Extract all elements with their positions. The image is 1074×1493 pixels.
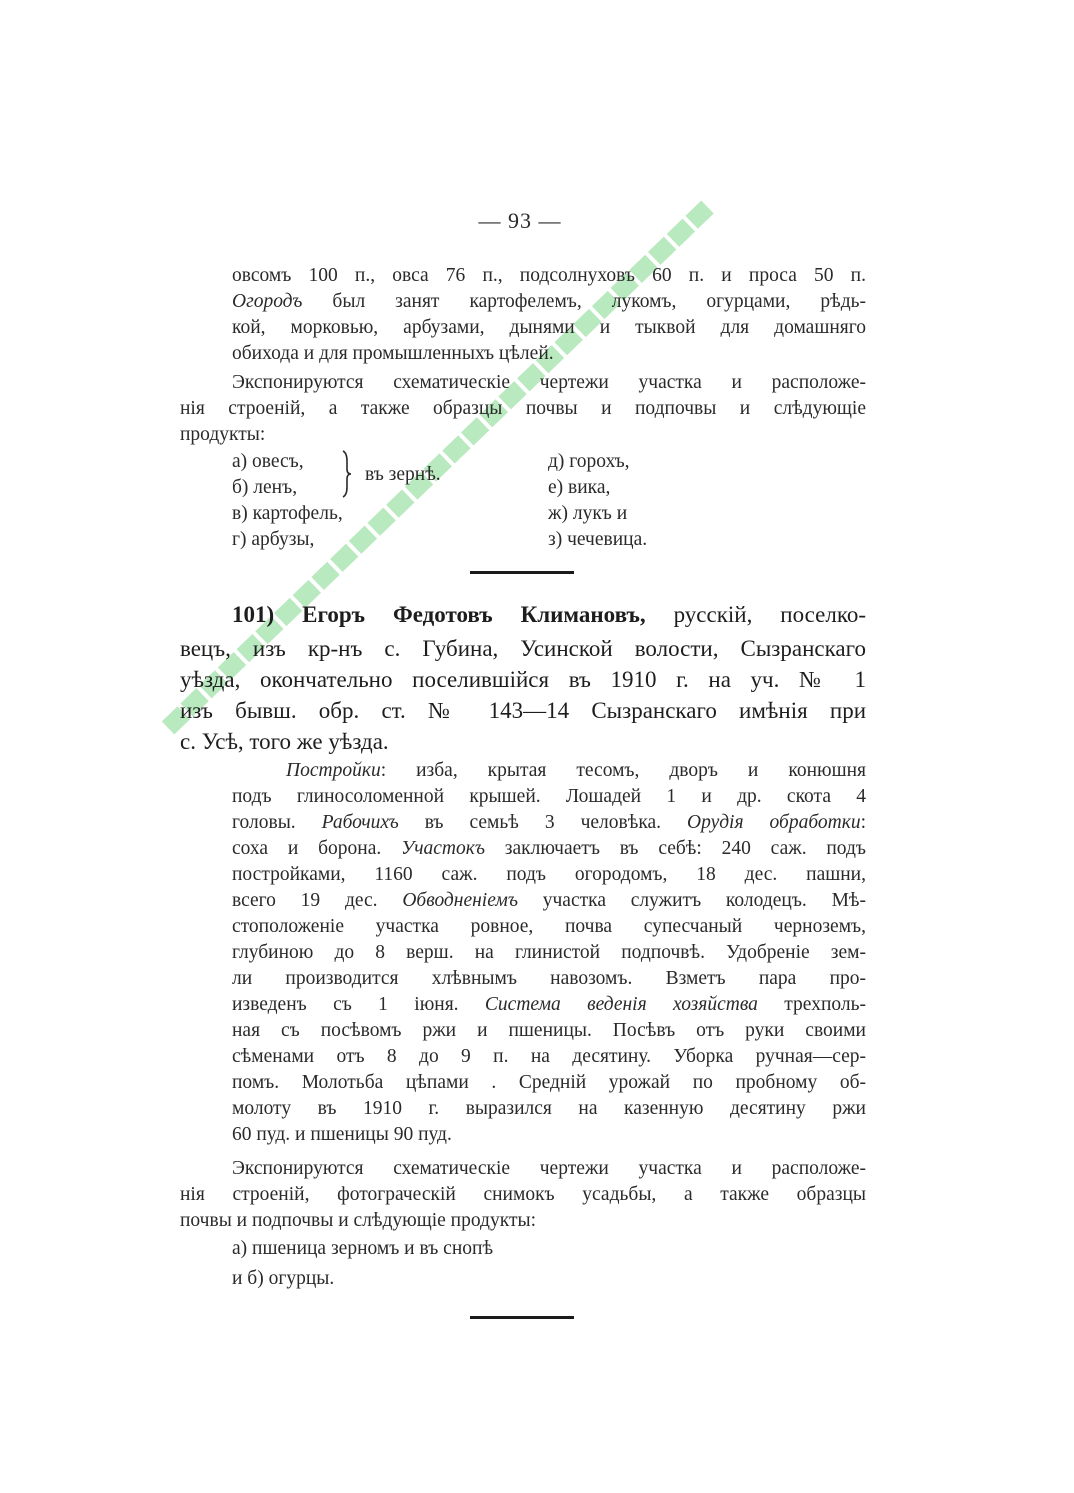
- brace-icon: [339, 449, 353, 499]
- text-line: овсомъ 100 п., овса 76 п., подсолнуховъ 60 п. и проса 50 п.: [232, 265, 866, 286]
- entry-heading-line: уѣзда, окончательно поселившійся въ 1910 г. на уч. № 1: [180, 667, 866, 692]
- entry-heading-line: вецъ, изъ кр-нъ с. Губина, Усинской волости, Сызранскаго: [180, 636, 866, 661]
- entry-heading-line: изъ бывш. обр. ст. № 143—14 Сызранскаго имѣнія при: [180, 698, 866, 723]
- product-item: ж) лукъ и: [548, 503, 628, 524]
- section-divider: [470, 1316, 574, 1319]
- body-line: изведенъ съ 1 іюня. Система веденія хозяйства трехполь-: [232, 994, 866, 1015]
- product-item: а) пшеница зерномъ и въ снопѣ: [232, 1238, 494, 1259]
- body-line: глубиною до 8 верш. на глинистой подпочвѣ. Удобреніе зем-: [232, 942, 866, 963]
- body-line: 60 пуд. и пшеницы 90 пуд.: [232, 1124, 452, 1145]
- body-line: Постройки: изба, крытая тесомъ, дворъ и конюшня: [286, 760, 866, 781]
- body-line: постройками, 1160 саж. подъ огородомъ, 18 дес. пашни,: [232, 864, 866, 885]
- entry-heading-line: с. Усѣ, того же уѣзда.: [180, 729, 389, 754]
- page-number: — 93 —: [478, 208, 562, 233]
- product-item: б) ленъ,: [232, 477, 298, 498]
- text-line: кой, морковью, арбузами, дынями и тыквой для домашняго: [232, 317, 866, 338]
- product-item: д) горохъ,: [548, 451, 630, 472]
- body-line: Экспонируются схематическіе чертежи участка и расположе-: [232, 1158, 866, 1179]
- product-item: в) картофель,: [232, 503, 343, 524]
- body-line: почвы и подпочвы и слѣдующіе продукты:: [180, 1210, 536, 1231]
- body-line: ли производится хлѣвнымъ навозомъ. Взметъ пара про-: [232, 968, 866, 989]
- product-item: е) вика,: [548, 477, 611, 498]
- product-item: а) овесъ,: [232, 451, 304, 472]
- text-line: Огородъ был занят картофелемъ, лукомъ, огурцами, рѣдь-: [232, 291, 866, 312]
- italic-term-ogorod: Огородъ: [232, 291, 303, 312]
- body-line: ная съ посѣвомъ ржи и пшеницы. Посѣвъ отъ руки своими: [232, 1020, 866, 1041]
- product-item: з) чечевица.: [548, 529, 648, 550]
- text-line: нія строеній, а также образцы почвы и подпочвы и слѣдующіе: [180, 398, 866, 419]
- text-line: обихода и для промышленныхъ цѣлей.: [232, 343, 554, 364]
- body-line: всего 19 дес. Обводненіемъ участка служитъ колодецъ. Мѣ-: [232, 890, 866, 911]
- body-line: соха и борона. Участокъ заключаетъ въ себѣ: 240 саж. подъ: [232, 838, 867, 859]
- body-line: головы. Рабочихъ въ семьѣ 3 человѣка. Орудія обработки:: [232, 812, 866, 833]
- entry-heading-line: 101) Егоръ Федотовъ Климановъ, русскій, поселко-: [232, 602, 866, 627]
- body-line: нія строеній, фотограческій снимокъ усадьбы, а также образцы: [180, 1184, 866, 1205]
- product-item: и б) огурцы.: [232, 1268, 335, 1289]
- section-divider: [470, 571, 574, 574]
- text-line: Экспонируются схематическіе чертежи участка и расположе-: [232, 372, 866, 393]
- body-line: подъ глиносоломенной крышей. Лошадей 1 и др. скота 4: [232, 786, 866, 807]
- product-item: г) арбузы,: [232, 529, 315, 550]
- body-line: сѣменами отъ 8 до 9 п. на десятину. Уборка ручная—сер-: [232, 1046, 866, 1067]
- in-grain-label: въ зернѣ.: [365, 464, 441, 485]
- body-line: помъ. Молотьба цѣпами . Средній урожай по пробному об-: [232, 1072, 866, 1093]
- body-line: стоположеніе участка ровное, почва супесчаный черноземъ,: [232, 916, 866, 937]
- body-line: молоту въ 1910 г. выразился на казенную десятину ржи: [232, 1098, 866, 1119]
- entry-number-name: 101) Егоръ Федотовъ Климановъ,: [232, 602, 646, 627]
- text-line: продукты:: [180, 424, 266, 445]
